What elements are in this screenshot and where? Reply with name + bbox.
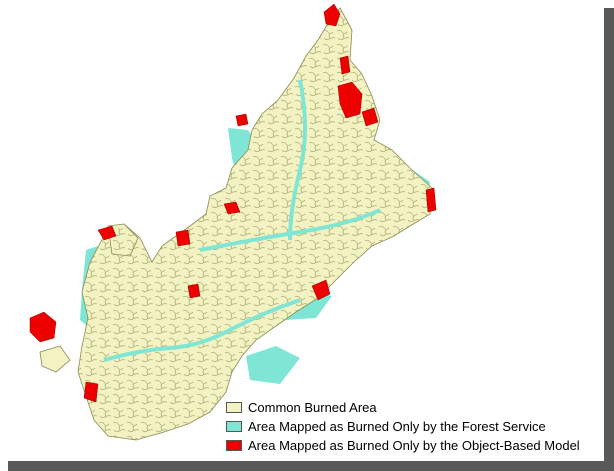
legend-item-common [226,398,602,417]
legend-swatch-object-model [226,440,242,451]
legend-item-forest-service [226,417,602,436]
common-burned-area-island [40,346,70,372]
frame-shadow-bottom [8,461,614,471]
object-model-area [340,56,350,74]
object-model-area [188,284,200,298]
legend-label-common: Common Burned Area [248,400,377,415]
object-model-area [84,382,98,402]
legend-swatch-common [226,402,242,413]
legend [226,398,602,455]
legend-label-forest-service: Area Mapped as Burned Only by the Forest Service [248,419,546,434]
legend-item-object-model [226,436,602,455]
object-model-area [30,312,56,342]
legend-label-object-model: Area Mapped as Burned Only by the Object-Based Model [248,438,580,453]
legend-swatch-forest-service [226,421,242,432]
object-model-area [236,114,248,126]
frame-shadow-right [604,8,614,471]
forest-service-area [246,346,300,384]
object-model-area [176,230,190,246]
object-model-area [426,188,436,212]
